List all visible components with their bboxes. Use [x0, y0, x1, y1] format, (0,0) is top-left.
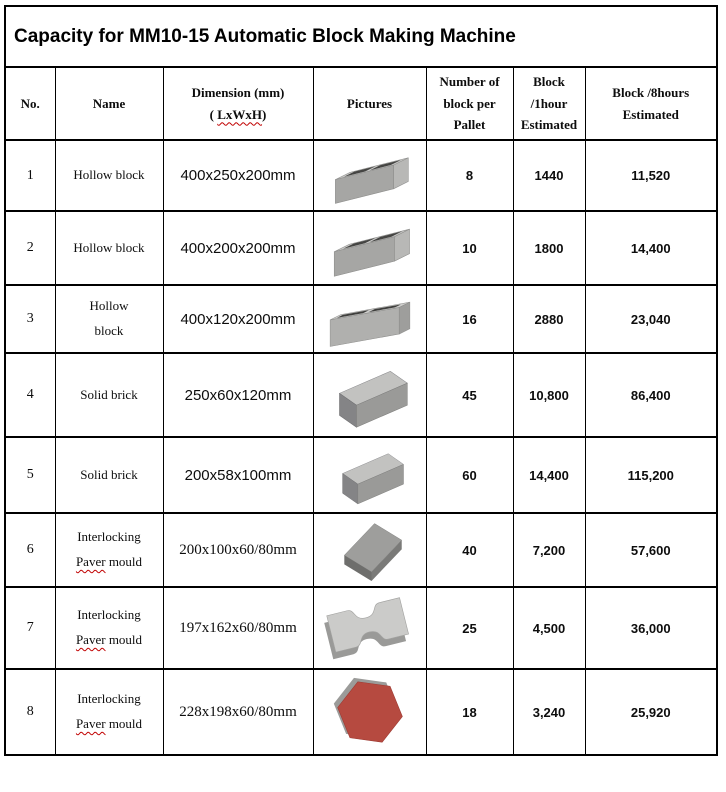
table-row [5, 587, 717, 669]
misspelled-word: Paver [75, 716, 106, 731]
picture-cell [313, 285, 426, 353]
capacity-sheet [4, 5, 718, 756]
eight-hour-count-cell: 25,920 [585, 669, 717, 755]
dogbone-paver-image [320, 590, 420, 666]
picture-cell [313, 669, 426, 755]
table-row [5, 140, 717, 211]
no-cell: 3 [5, 285, 55, 353]
dimension-header-line1: Dimension (mm) [191, 85, 285, 101]
hollow-block-image [320, 216, 420, 280]
hour-count-cell: 2880 [513, 285, 585, 353]
table-row [5, 513, 717, 587]
dimension-cell: 400x200x200mm [163, 211, 313, 285]
hour-count-cell: 7,200 [513, 513, 585, 587]
dimension-cell: 200x58x100mm [163, 437, 313, 513]
eight-hour-count-cell: 86,400 [585, 353, 717, 437]
misspelled-word: Paver [75, 554, 106, 569]
dimension-cell: 250x60x120mm [163, 353, 313, 437]
hour-count-cell: 3,240 [513, 669, 585, 755]
pallet-count-cell: 8 [426, 140, 513, 211]
no-cell: 2 [5, 211, 55, 285]
picture-cell [313, 353, 426, 437]
name-cell: Interlocking Paver mould [55, 669, 163, 755]
hollow-block-image [320, 145, 420, 207]
picture-cell [313, 211, 426, 285]
no-cell: 4 [5, 353, 55, 437]
eight-hour-count-cell: 115,200 [585, 437, 717, 513]
dimension-paren-close: ) [262, 106, 267, 122]
picture-cell [313, 513, 426, 587]
col-header-no [5, 67, 55, 140]
col-header-hour: Block /1hour Estimated [513, 67, 585, 140]
name-cell: Hollow block [55, 211, 163, 285]
hour-count-cell: 4,500 [513, 587, 585, 669]
picture-cell [313, 437, 426, 513]
title-box [4, 5, 718, 66]
no-cell: 6 [5, 513, 55, 587]
table-row [5, 211, 717, 285]
table-row [5, 437, 717, 513]
dimension-cell: 228x198x60/80mm [163, 669, 313, 755]
col-header-8hours: Block /8hours Estimated [585, 67, 717, 140]
no-cell: 7 [5, 587, 55, 669]
eight-hour-count-cell: 14,400 [585, 211, 717, 285]
picture-cell [313, 140, 426, 211]
pallet-count-cell: 16 [426, 285, 513, 353]
name-cell: Solid brick [55, 437, 163, 513]
dimension-cell: 400x120x200mm [163, 285, 313, 353]
col-header-name [55, 67, 163, 140]
hour-count-cell: 10,800 [513, 353, 585, 437]
eight-hour-count-cell: 57,600 [585, 513, 717, 587]
dimension-paren-open: ( [209, 106, 218, 122]
hour-count-cell: 14,400 [513, 437, 585, 513]
dimension-cell: 400x250x200mm [163, 140, 313, 211]
dimension-lxwxh: LxWxH [217, 106, 263, 122]
name-cell: Solid brick [55, 353, 163, 437]
name-cell: Hollow block [55, 140, 163, 211]
capacity-table [4, 66, 718, 756]
picture-cell [313, 587, 426, 669]
col-header-no-label: No. [20, 95, 40, 111]
col-header-pictures [313, 67, 426, 140]
table-row [5, 353, 717, 437]
rectangular-paver-image [320, 516, 420, 584]
hollow-partition-block-image [320, 288, 420, 350]
no-cell: 8 [5, 669, 55, 755]
page-title: Capacity for MM10-15 Automatic Block Making Machine [14, 25, 516, 47]
pallet-count-cell: 25 [426, 587, 513, 669]
hour-count-cell: 1800 [513, 211, 585, 285]
eight-hour-count-cell: 11,520 [585, 140, 717, 211]
eight-hour-count-cell: 36,000 [585, 587, 717, 669]
dimension-cell: 200x100x60/80mm [163, 513, 313, 587]
eight-hour-count-cell: 23,040 [585, 285, 717, 353]
solid-brick-image [320, 356, 420, 434]
name-cell: Hollow block [55, 285, 163, 353]
solid-brick-image [322, 440, 418, 510]
pallet-count-cell: 60 [426, 437, 513, 513]
hexagon-paver-image [322, 672, 418, 752]
dimension-header-line2 [166, 104, 311, 125]
name-cell: Interlocking Paver mould [55, 587, 163, 669]
table-row [5, 285, 717, 353]
col-header-name-label: Name [92, 95, 126, 111]
pallet-count-cell: 45 [426, 353, 513, 437]
no-cell: 1 [5, 140, 55, 211]
pallet-count-cell: 40 [426, 513, 513, 587]
pallet-count-cell: 18 [426, 669, 513, 755]
name-cell: Interlocking Paver mould [55, 513, 163, 587]
pallet-count-cell: 10 [426, 211, 513, 285]
no-cell: 5 [5, 437, 55, 513]
hour-count-cell: 1440 [513, 140, 585, 211]
col-header-dimension [163, 67, 313, 140]
col-header-pallet: Number of block per Pallet [426, 67, 513, 140]
dimension-cell: 197x162x60/80mm [163, 587, 313, 669]
col-header-pictures-label: Pictures [346, 95, 393, 111]
table-row [5, 669, 717, 755]
table-header-row [5, 67, 717, 140]
misspelled-word: Paver [75, 632, 106, 647]
